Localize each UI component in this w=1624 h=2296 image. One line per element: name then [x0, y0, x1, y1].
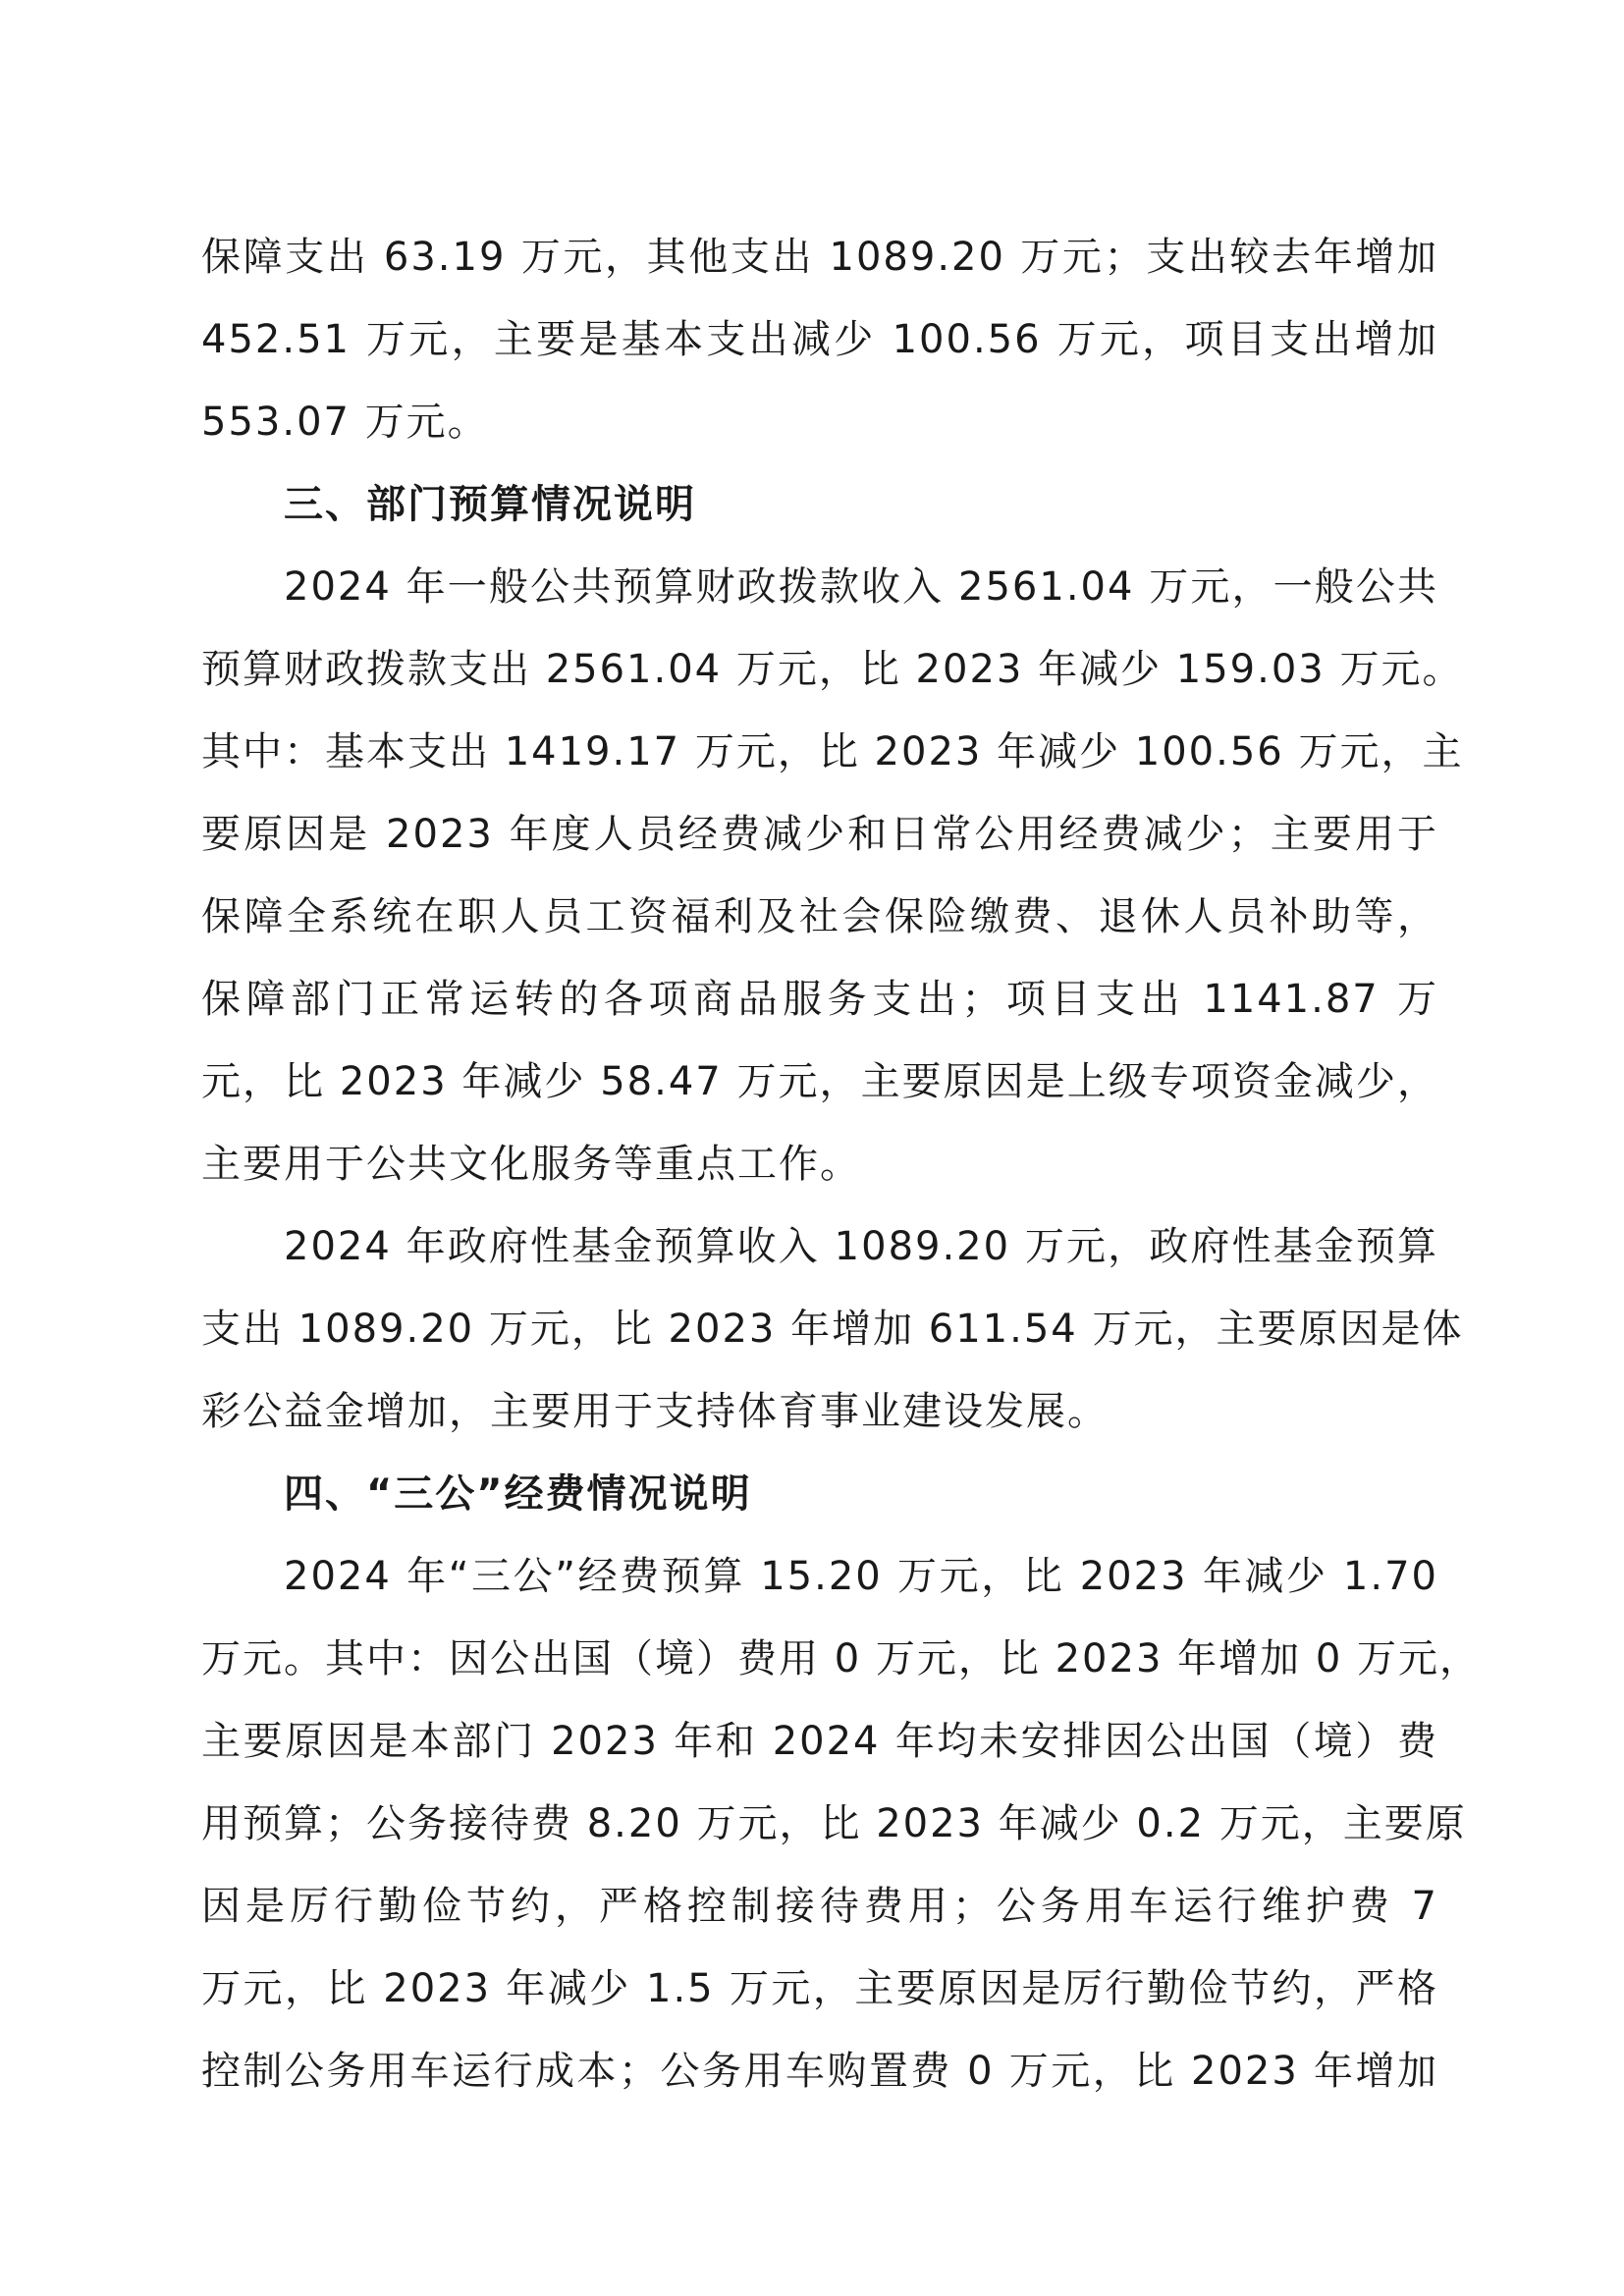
- text-line: 2024 年政府性基金预算收入 1089.20 万元，政府性基金预算: [284, 1224, 1438, 1269]
- text-line: 要原因是 2023 年度人员经费减少和日常公用经费减少；主要用于: [201, 812, 1438, 857]
- document-page: [201, 216, 1481, 2112]
- text-line: 因是厉行勤俭节约，严格控制接待费用；公务用车运行维护费 7: [201, 1884, 1438, 1929]
- text-line: 控制公务用车运行成本；公务用车购置费 0 万元，比 2023 年增加: [201, 2049, 1438, 2094]
- text-line: 用预算；公务接待费 8.20 万元，比 2023 年减少 0.2 万元，主要原: [201, 1801, 1467, 1846]
- text-line: 452.51 万元，主要是基本支出减少 100.56 万元，项目支出增加: [201, 317, 1438, 362]
- text-line: 主要用于公共文化服务等重点工作。: [201, 1142, 861, 1187]
- text-line: 支出 1089.20 万元，比 2023 年增加 611.54 万元，主要原因是体: [201, 1307, 1464, 1352]
- text-line: 元，比 2023 年减少 58.47 万元，主要原因是上级专项资金减少，: [201, 1059, 1438, 1104]
- text-line: 预算财政拨款支出 2561.04 万元，比 2023 年减少 159.03 万元。: [201, 647, 1464, 692]
- text-line: 其中：基本支出 1419.17 万元，比 2023 年减少 100.56 万元，主: [201, 729, 1464, 774]
- paragraph-fund-budget: [201, 1205, 1464, 1453]
- text-line: 2024 年“三公”经费预算 15.20 万元，比 2023 年减少 1.70: [284, 1554, 1438, 1599]
- text-line: 保障全系统在职人员工资福利及社会保险缴费、退休人员补助等，: [201, 894, 1438, 939]
- text-line: 万元，比 2023 年减少 1.5 万元，主要原因是厉行勤俭节约，严格: [201, 1966, 1438, 2011]
- text-line: 万元。其中：因公出国（境）费用 0 万元，比 2023 年增加 0 万元，: [201, 1636, 1481, 1682]
- section-heading-three-public: 四、“三公”经费情况说明: [284, 1471, 752, 1517]
- paragraph-three-public-funds: [201, 1535, 1481, 2112]
- text-line: 主要原因是本部门 2023 年和 2024 年均未安排因公出国（境）费: [201, 1719, 1438, 1764]
- paragraph-expenditure-summary: [201, 216, 1438, 463]
- text-line: 保障支出 63.19 万元，其他支出 1089.20 万元；支出较去年增加: [201, 235, 1438, 280]
- text-line: 保障部门正常运转的各项商品服务支出；项目支出 1141.87 万: [201, 977, 1438, 1022]
- text-line: 2024 年一般公共预算财政拨款收入 2561.04 万元，一般公共: [284, 564, 1438, 610]
- section-heading-budget: 三、部门预算情况说明: [284, 482, 696, 527]
- text-line: 彩公益金增加，主要用于支持体育事业建设发展。: [201, 1389, 1109, 1434]
- text-line: 553.07 万元。: [201, 400, 489, 445]
- paragraph-general-budget: [201, 546, 1464, 1205]
